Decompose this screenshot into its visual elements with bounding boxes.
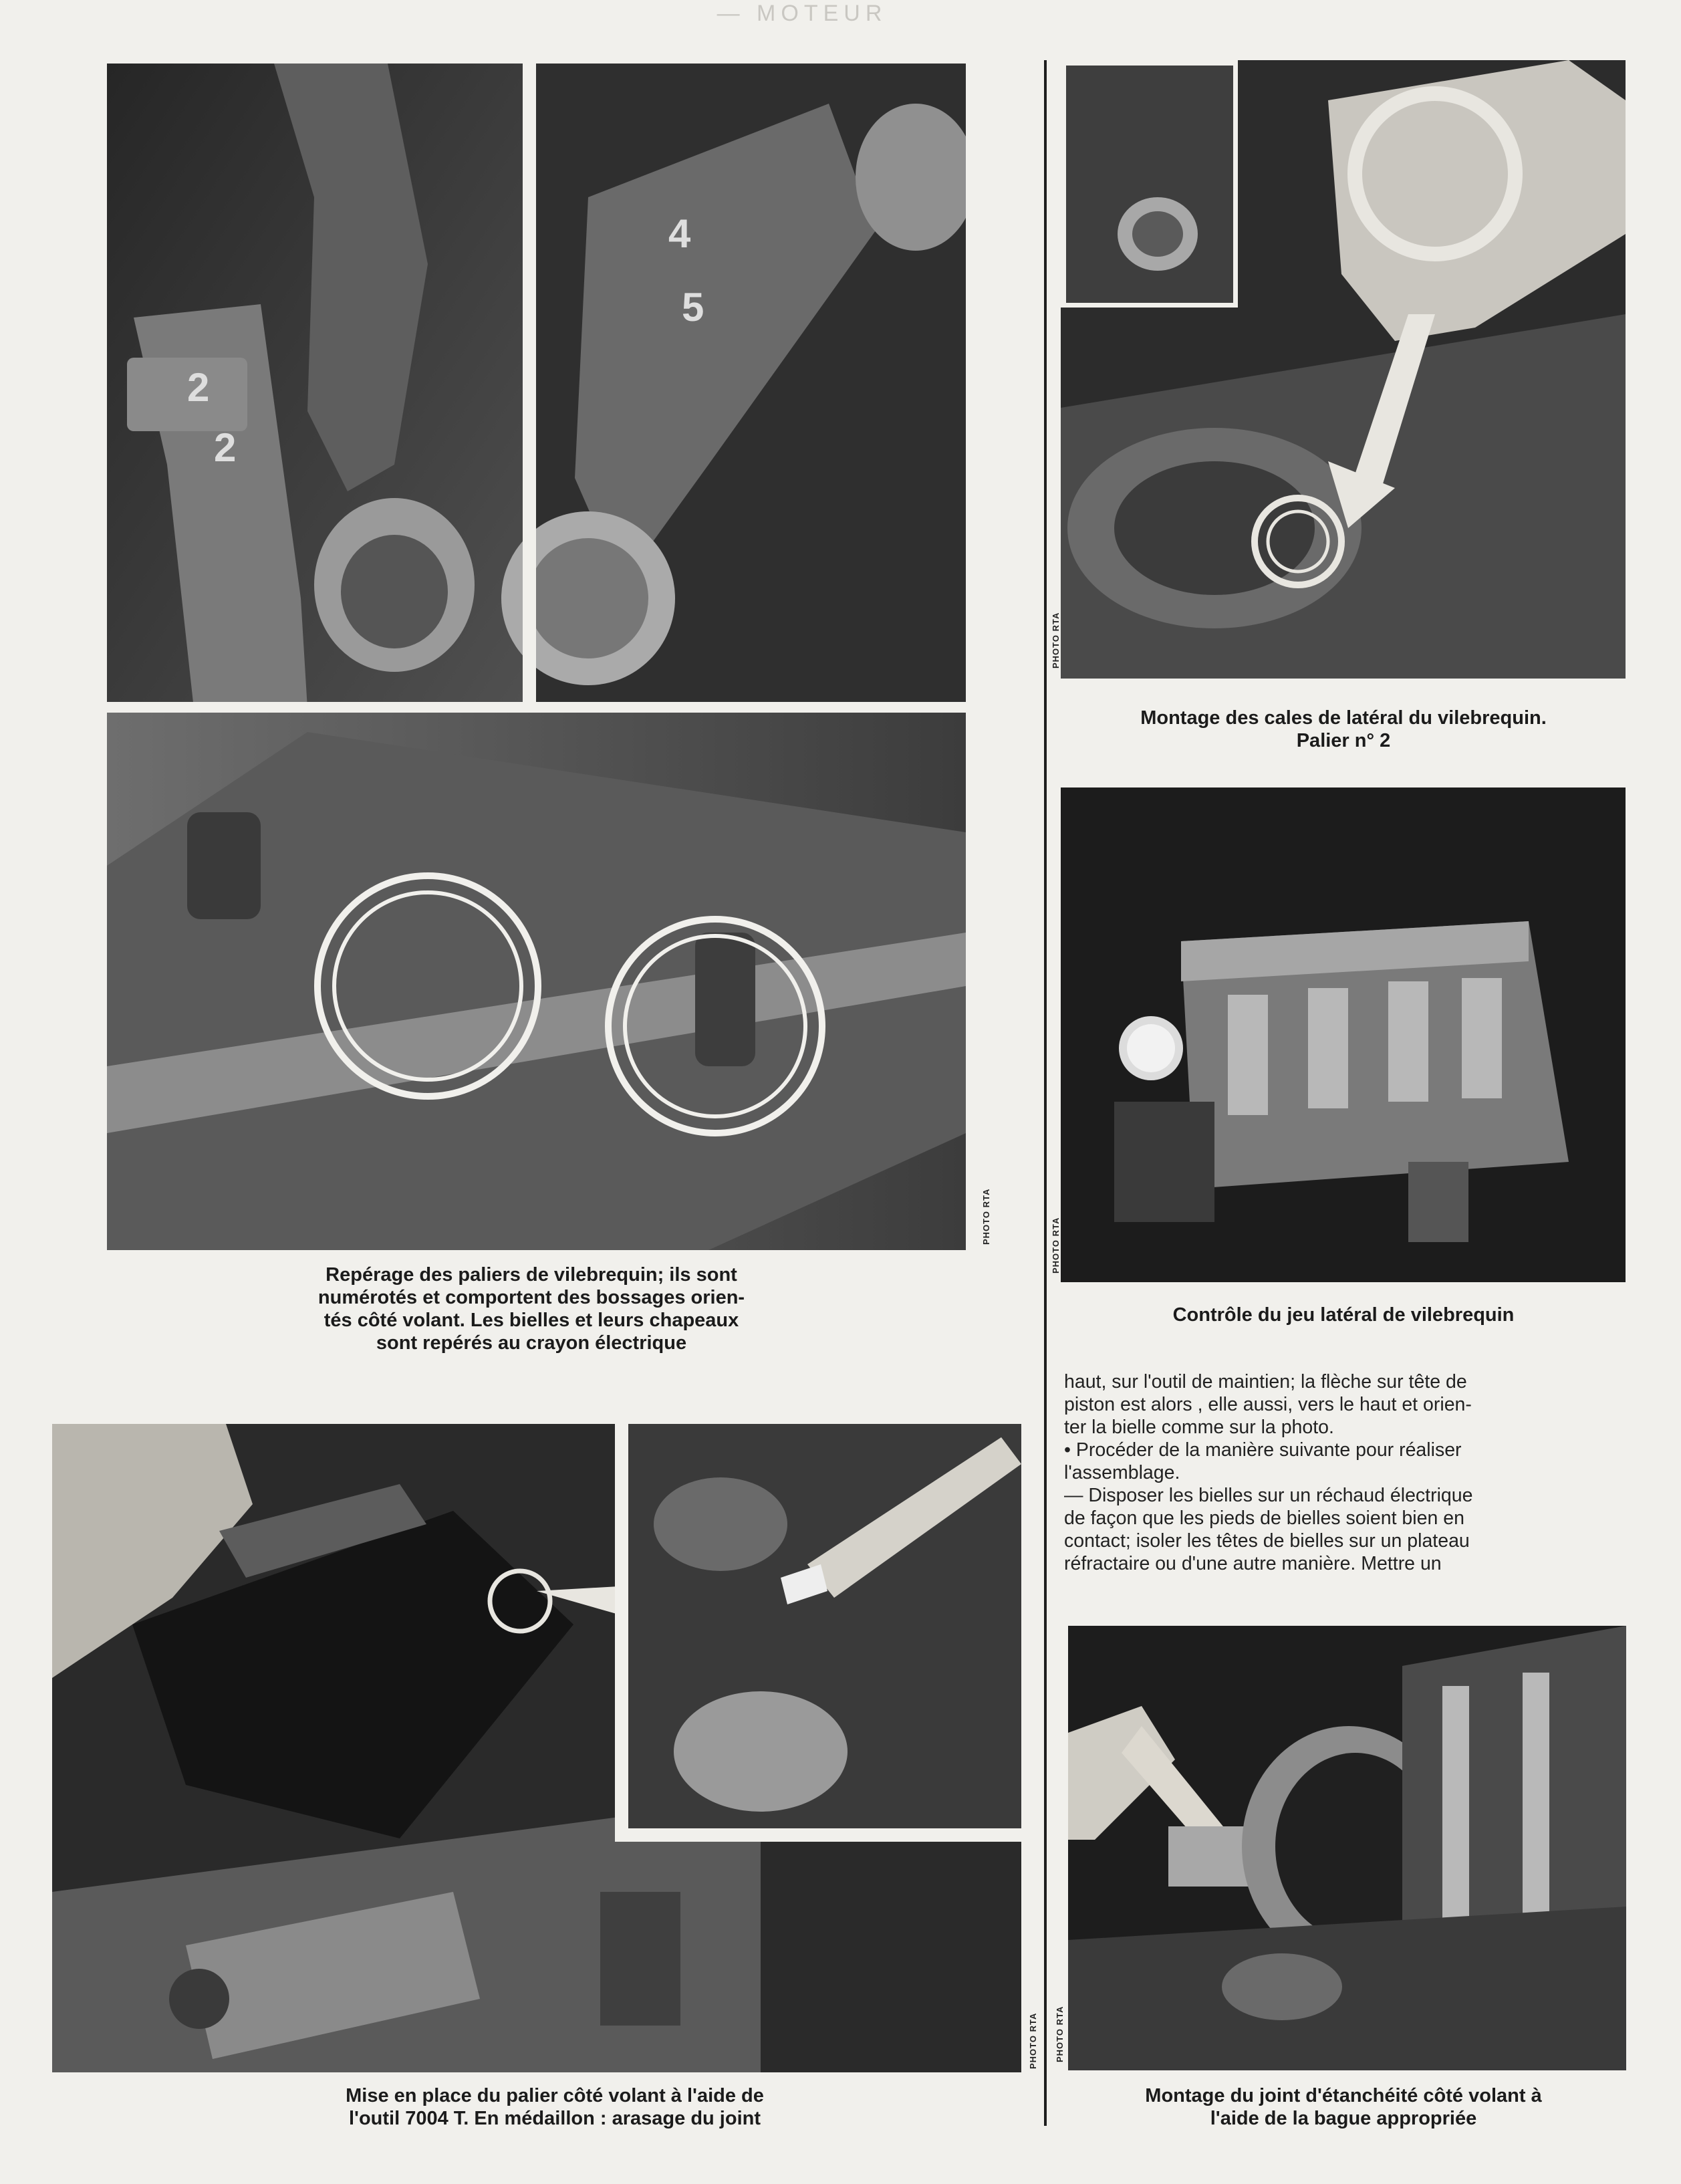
column-rule	[1044, 60, 1047, 2126]
caption-shim-fitting: Montage des cales de latéral du vilebrequin. Palier n° 2	[1140, 707, 1547, 751]
photo-credit: PHOTO RTA	[1051, 612, 1061, 669]
caption-seal-fitting: Montage du joint d'étanchéité côté volant à l'aide de la bague appropriée	[1145, 2085, 1542, 2129]
photo-flywheel-bearing	[52, 1424, 1021, 2072]
stamp-number-4: 5	[682, 285, 704, 330]
photo-credit: PHOTO RTA	[1055, 2006, 1065, 2062]
stamp-number-3: 4	[668, 211, 691, 256]
stamp-number-2: 2	[214, 425, 237, 470]
photo-credit: PHOTO RTA	[1028, 2012, 1038, 2069]
photo-endplay-check	[1061, 787, 1626, 1282]
photo-shim-fitting	[1061, 60, 1626, 679]
photo-credit: PHOTO RTA	[981, 1188, 991, 1245]
body-text: haut, sur l'outil de maintien; la flèche sur tête de piston est alors , elle aussi, vers le haut et orien- ter la bielle comme sur la photo. • Procéder de la manière suivante pour réaliser l'assemblage. — Disposer les bielles sur un réchaud électrique de façon que les pieds de bielles soient bien en contact; isoler les têtes de bielles sur un plateau réfractaire ou d'une autre manière. Mettre un	[1064, 1371, 1473, 1574]
photo-credit: PHOTO RTA	[1051, 1217, 1061, 1273]
photo-crankshaft-bearings	[107, 64, 966, 1250]
caption-crankshaft-bearings: Repérage des paliers de vilebrequin; ils sont numérotés et comportent des bossages orien- tés côté volant. Les bielles et leurs chapeaux sont repérés au crayon électrique	[317, 1264, 745, 1354]
caption-flywheel-bearing: Mise en place du palier côté volant à l'aide de l'outil 7004 T. En médaillon : arasage du joint	[346, 2085, 764, 2129]
caption-endplay-check: Contrôle du jeu latéral de vilebrequin	[1172, 1304, 1515, 1326]
photo-seal-fitting	[1068, 1626, 1626, 2070]
running-header: — MOTEUR	[717, 1, 888, 26]
stamp-number-1: 2	[187, 365, 210, 410]
